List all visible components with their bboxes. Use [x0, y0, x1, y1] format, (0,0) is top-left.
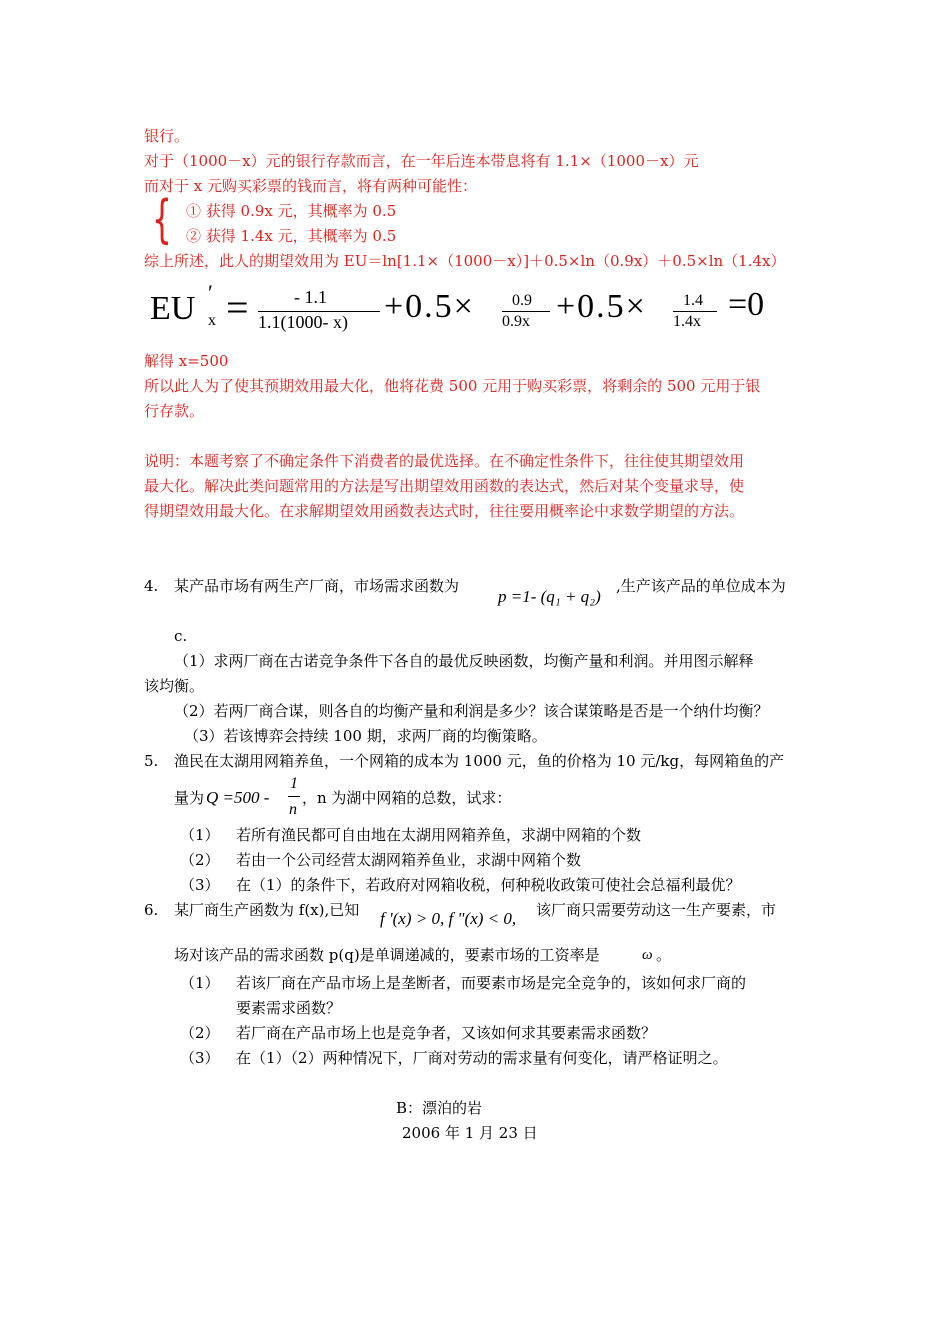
q4-text-b: ,生产该产品的单位成本为 — [616, 577, 786, 595]
formula-eq: = — [226, 285, 249, 330]
footer-date: 2006 年 1 月 23 日 — [402, 1124, 538, 1142]
q5-formula-den: n — [289, 801, 297, 818]
q6-formula: f '(x) > 0, f "(x) < 0, — [380, 909, 517, 928]
q6-text-a: 某厂商生产函数为 f(x),已知 — [174, 901, 360, 919]
q4-demand-formula: p =1- (q₁ + q₂) — [498, 587, 601, 606]
q6-item-1-text2: 要素需求函数？ — [236, 999, 342, 1017]
frac2-num: 0.9 — [512, 292, 532, 309]
q5-text-a: 渔民在太湖用网箱养鱼，一个网箱的成本为 1000 元，鱼的价格为 10 元/kg，每网箱鱼的产 — [174, 752, 785, 770]
q4-part-1b: 该均衡。 — [144, 677, 205, 695]
q6-item-2-label: （2） — [180, 1024, 220, 1042]
expected-utility-summary: 综上所述，此人的期望效用为 EU＝ln[1.1×（1000－x）]＋0.5×ln（0.9x）＋0.5×ln（1.4x） — [144, 252, 786, 270]
answer-line-2: 对于（1000－x）元的银行存款而言，在一年后连本带息将有 1.1×（1000－x）元 — [144, 152, 699, 170]
q4-text-a: 某产品市场有两生产厂商，市场需求函数为 — [174, 577, 460, 595]
formula-sub: x — [208, 312, 216, 329]
frac3-num: 1.4 — [683, 292, 703, 309]
q5-item-2-text: 若由一个公司经营太湖网箱养鱼业，求湖中网箱个数 — [236, 851, 582, 869]
q4-part-2: （2）若两厂商合谋，则各自的均衡产量和利润是多少？该合谋策略是否是一个纳什均衡？ — [174, 702, 769, 720]
q5-item-1-label: （1） — [180, 826, 220, 844]
q4-number: 4. — [144, 577, 159, 595]
left-brace: { — [152, 190, 172, 250]
q6-item-1-label: （1） — [180, 974, 220, 992]
q6-omega: ω — [642, 947, 653, 963]
plus-term-2: +0.5× — [556, 288, 647, 325]
formula-lhs: EU — [150, 290, 196, 327]
q5-item-3-text: 在（1）的条件下，若政府对网箱收税，何种税收政策可使社会总福利最优？ — [236, 876, 741, 894]
conclusion-line-2: 行存款。 — [144, 402, 205, 420]
q4-part-3: （3）若该博弈会持续 100 期，求两厂商的均衡策略。 — [184, 727, 547, 745]
q6-text-d: 。 — [656, 946, 672, 964]
q6-number: 6. — [144, 901, 159, 919]
frac3-den: 1.4x — [673, 313, 701, 330]
q5-item-2-label: （2） — [180, 851, 220, 869]
q6-item-1-text: 若该厂商在产品市场上是垄断者，而要素市场是完全竞争的，该如何求厂商的 — [236, 974, 747, 992]
plus-term-1: +0.5× — [384, 288, 475, 325]
q5-formula-num: 1 — [290, 775, 298, 792]
frac1-den: 1.1(1000- x) — [258, 312, 348, 332]
case-1: ① 获得 0.9x 元，其概率为 0.5 — [186, 202, 397, 220]
q5-formula-line — [288, 796, 300, 797]
answer-line-1: 银行。 — [144, 127, 190, 145]
q5-item-1-text: 若所有渔民都可自由地在太湖用网箱养鱼，求湖中网箱的个数 — [236, 826, 642, 844]
q6-text-c: 场对该产品的需求函数 p(q)是单调递减的，要素市场的工资率是 — [174, 946, 600, 964]
case-2: ② 获得 1.4x 元，其概率为 0.5 — [186, 227, 397, 245]
note-line-3: 得期望效用最大化。在求解期望效用函数表达式时，往往要用概率论中求数学期望的方法。 — [144, 502, 745, 520]
note-line-1: 说明：本题考察了不确定条件下消费者的最优选择。在不确定性条件下，往往使其期望效用 — [144, 452, 745, 470]
formula-prime: ′ — [208, 280, 213, 305]
frac2-den: 0.9x — [502, 313, 530, 330]
solve-line: 解得 x=500 — [144, 352, 229, 370]
q6-item-3-text: 在（1）（2）两种情况下，厂商对劳动的需求量有何变化，请严格证明之。 — [236, 1049, 728, 1067]
note-line-2: 最大化。解决此类问题常用的方法是写出期望效用函数的表达式，然后对某个变量求导，使 — [144, 477, 745, 495]
derivative-formula — [150, 280, 790, 336]
frac2-line — [502, 311, 550, 312]
answer-line-3: 而对于 x 元购买彩票的钱而言，将有两种可能性： — [144, 177, 477, 195]
conclusion-line-1: 所以此人为了使其预期效用最大化，他将花费 500 元用于购买彩票，将剩余的 500 元用于银 — [144, 377, 761, 395]
frac3-line — [673, 311, 717, 312]
frac1-num: - 1.1 — [294, 287, 327, 307]
q6-item-2-text: 若厂商在产品市场上也是竞争者，又该如何求其要素需求函数？ — [236, 1024, 657, 1042]
q5-item-3-label: （3） — [180, 876, 220, 894]
q4-text-c: c. — [174, 627, 188, 645]
q6-item-3-label: （3） — [180, 1049, 220, 1067]
footer-author: B：漂泊的岩 — [396, 1099, 483, 1117]
q4-part-1a: （1）求两厂商在古诺竞争条件下各自的最优反映函数，均衡产量和利润。并用图示解释 — [174, 652, 754, 670]
q5-number: 5. — [144, 752, 159, 770]
q6-text-b: 该厂商只需要劳动这一生产要素，市 — [536, 901, 777, 919]
q5-text-c: ，n 为湖中网箱的总数，试求： — [302, 789, 512, 807]
q5-text-b: 量为 — [174, 789, 205, 807]
q5-formula-lhs: Q =500 - — [206, 788, 270, 807]
formula-rhs: =0 — [728, 286, 765, 323]
